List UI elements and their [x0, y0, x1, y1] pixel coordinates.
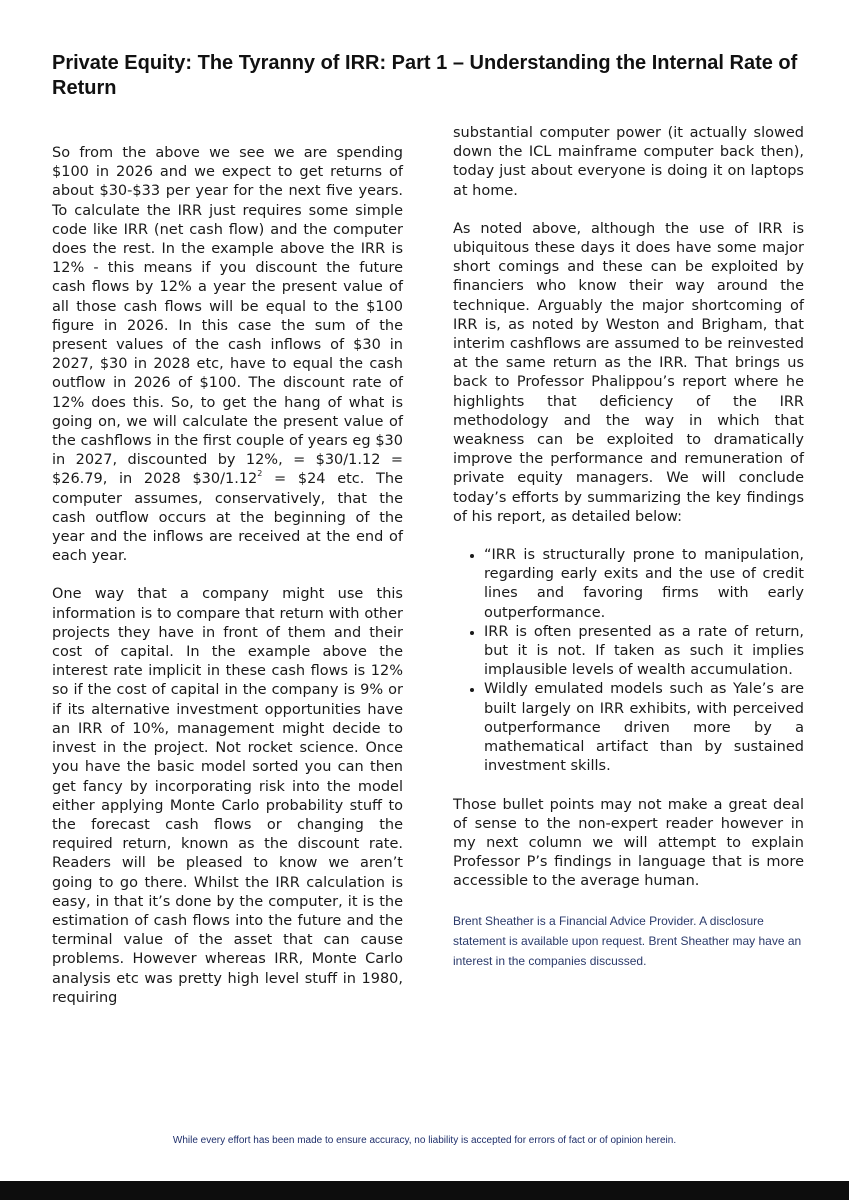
paragraph-text: = $24 etc. The computer assumes, conservatively, that the cash outflow occurs at the beginning of the year and the inflows are received at the end of each year.	[52, 471, 404, 565]
key-findings-list	[453, 546, 804, 776]
paragraph-text: So from the above we see we are spending $100 in 2026 and we expect to get returns of about $30-$33 per year for the next five years. To calculate the IRR just requires some simple code like IRR (net cash flow) and the computer does the rest. In the example above the IRR is 12% - this means if you discount the future cash flows by 12% a year the present value of all those cash flows will be equal to the $100 figure in 2026. In this case the sum of the present values of the cash inflows of $30 in 2027, $30 in 2028 etc, have to equal the cash outflow in 2026 of $100. The discount rate of 12% does this. So, to get the hang of what is going on, we will calculate the present value of the cashflows in the first couple of years eg $30 in 2027, discounted by 12%, = $30/1.12 = $26.79, in 2028 $30/1.12	[52, 145, 403, 488]
superscript-exponent: 2	[257, 469, 263, 479]
paragraph-irr-example	[52, 144, 403, 566]
paragraph-cost-of-capital: One way that a company might use this information is to compare that return with other projects they have in front of them and their cost of capital. In the example above the interest rate implicit in these cash flows is 12% so if the cost of capital in the company is 9% or if its alternative investment opportunities have an IRR of 10%, management might decide to invest in the project. Not rocket science. Once you have the basic model sorted you can then get fancy by incorporating risk into the model either applying Monte Carlo probability stuff to the forecast cash flows or changing the required return, known as the discount rate. Readers will be pleased to know we aren’t going to go there. Whilst the IRR calculation is easy, in that it’s done by the computer, it is the estimation of cash flows into the future and the terminal value of the asset that can cause problems. However whereas IRR, Monte Carlo analysis etc was pretty high level stuff in 1980, requiring	[52, 586, 403, 1006]
disclosure-statement: Brent Sheather is a Financial Advice Provider. A disclosure statement is available upon request. Brent Sheather may have an interest in the companies discussed.	[453, 913, 802, 968]
list-item: • “IRR is structurally prone to manipulation, regarding early exits and the use of credit lines and favoring firms with early outperformance.	[484, 546, 804, 623]
paragraph-shortcomings: As noted above, although the use of IRR is ubiquitous these days it does have some major short comings and these can be exploited by financiers who know their way around the technique. Arguably the major shortcoming of IRR is, as noted by Weston and Brigham, that interim cashflows are assumed to be reinvested at the same return as the IRR. That brings us back to Professor Phalippou’s report where he highlights that deficiency of the IRR methodology and the way in which that weakness can be exploited to dramatically improve the performance and remuneration of private equity managers. We will conclude today’s efforts by summarizing the key findings of his report, as detailed below:	[453, 220, 804, 525]
list-item: • Wildly emulated models such as Yale’s are built largely on IRR exhibits, with perceived outperformance driven more by a mathematical artifact than by sustained investment skills.	[484, 680, 804, 776]
right-column	[453, 124, 804, 990]
paragraph-computer-power: substantial computer power (it actually slowed down the ICL mainframe computer back then), today just about everyone is doing it on laptops at home.	[453, 125, 804, 199]
paragraph-next-column: Those bullet points may not make a great deal of sense to the non-expert reader however in my next column we will attempt to explain Professor P’s findings in language that is more accessible to the average human.	[453, 796, 804, 890]
bottom-bar	[0, 1181, 849, 1200]
list-item: • IRR is often presented as a rate of return, but it is not. If taken as such it implies implausible levels of wealth accumulation.	[484, 623, 804, 681]
footer-disclaimer: While every effort has been made to ensure accuracy, no liability is accepted for errors of fact or of opinion herein.	[172, 1135, 677, 1146]
article-title: Private Equity: The Tyranny of IRR: Part 1 – Understanding the Internal Rate of Return	[52, 52, 798, 99]
left-column	[52, 144, 403, 1027]
